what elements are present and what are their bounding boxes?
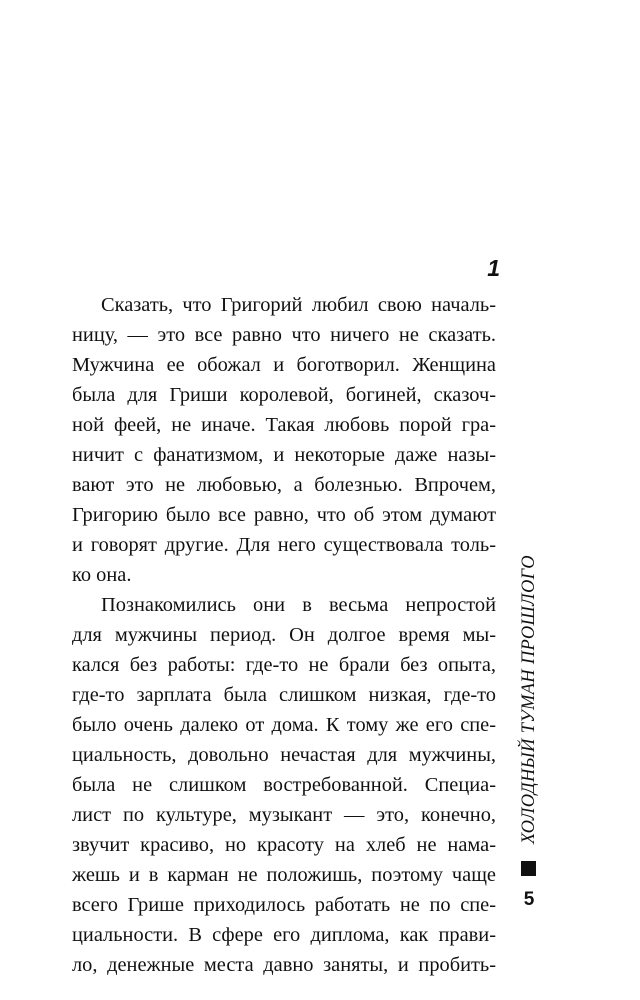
- text-line: циальность, довольно нечастая для мужчины,: [72, 744, 496, 766]
- text-line: ницу, — это все равно что ничего не сказать.: [72, 324, 496, 346]
- text-line: всего Грише приходилось работать не по спе-: [72, 894, 496, 916]
- page-number: 5: [523, 889, 535, 910]
- chapter-number: 1: [487, 255, 500, 281]
- text-line: Григорию было все равно, что об этом думают: [72, 504, 496, 526]
- text-line: Сказать, что Григорий любил свою началь-: [101, 294, 496, 316]
- text-line: где-то зарплата была слишком низкая, где-то: [72, 684, 496, 706]
- text-line: для мужчины период. Он долгое время мы-: [72, 624, 496, 646]
- text-line: жешь и в карман не положишь, поэтому чаще: [72, 864, 496, 886]
- text-line: была не слишком востребованной. Специа-: [72, 774, 496, 796]
- text-line: ло, денежные места давно заняты, и пробить-: [72, 954, 496, 976]
- text-line: была для Гриши королевой, богиней, сказоч-: [72, 384, 496, 406]
- running-title: ХОЛОДНЫЙ ТУМАН ПРОШЛОГО: [519, 555, 539, 844]
- text-line: вают это не любовью, а болезнью. Впрочем,: [72, 474, 496, 496]
- text-line: ко она.: [72, 564, 132, 586]
- text-line: звучит красиво, но красоту на хлеб не нама-: [72, 834, 496, 856]
- text-line: и говорят другие. Для него существовала толь-: [72, 534, 496, 556]
- text-line: кался без работы: где-то не брали без опыта,: [72, 654, 496, 676]
- square-marker-icon: [521, 861, 536, 876]
- text-line: было очень далеко от дома. К тому же его спе-: [72, 714, 496, 736]
- text-line: ной феей, не иначе. Такая любовь порой гра-: [72, 414, 496, 436]
- text-line: Мужчина ее обожал и боготворил. Женщина: [72, 354, 496, 376]
- text-line: циальности. В сфере его диплома, как прави-: [72, 924, 496, 946]
- text-line: лист по культуре, музыкант — это, конечно,: [72, 804, 496, 826]
- text-line: Познакомились они в весьма непростой: [101, 594, 496, 616]
- text-line: ничит с фанатизмом, и некоторые даже назы-: [72, 444, 496, 466]
- body-text: [72, 290, 496, 980]
